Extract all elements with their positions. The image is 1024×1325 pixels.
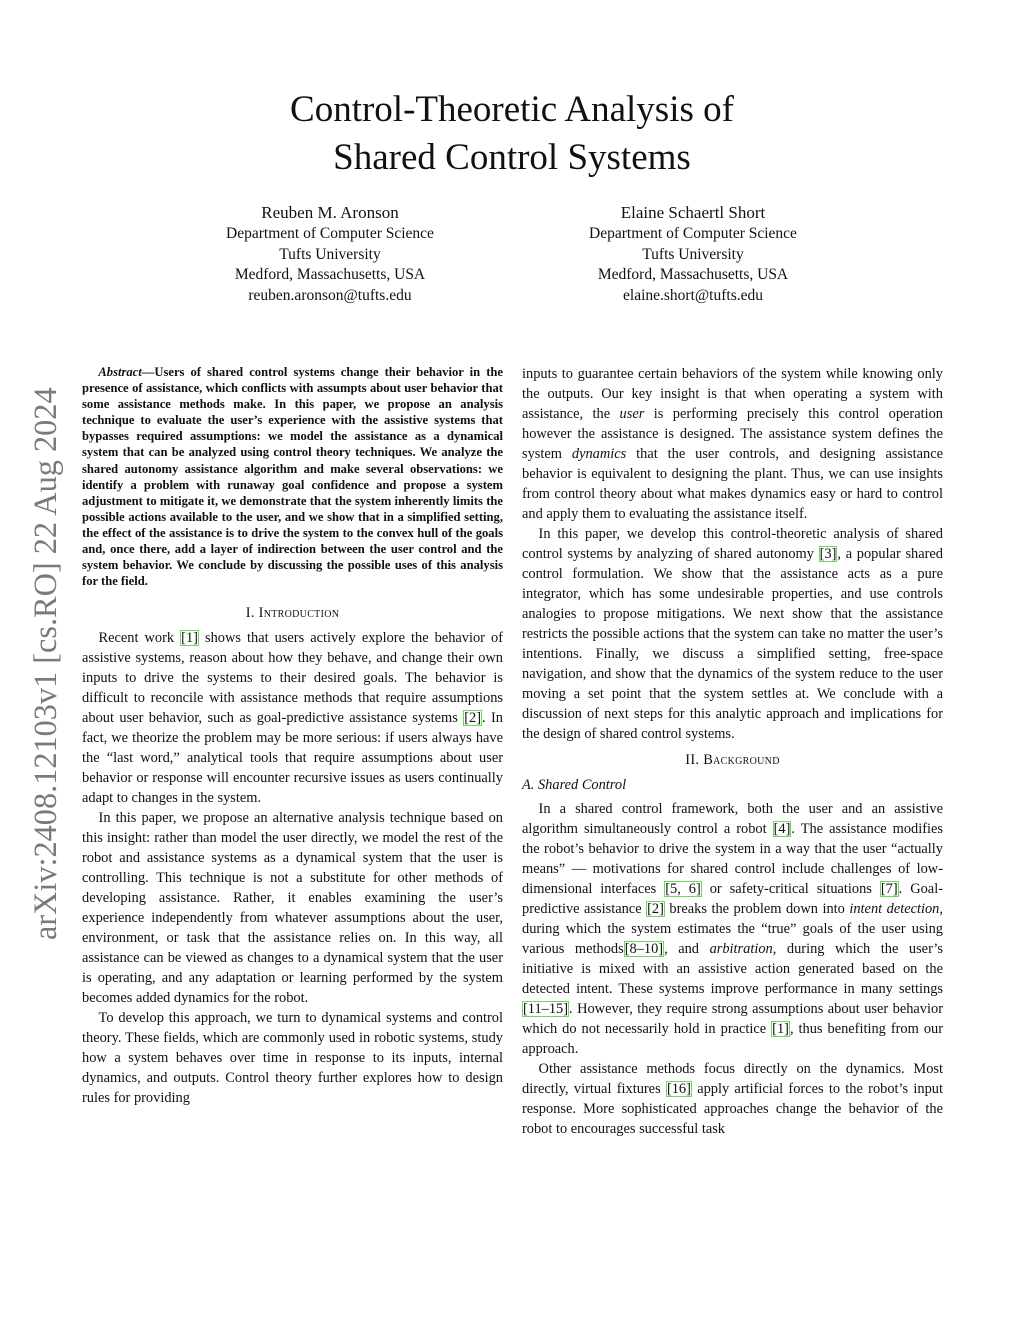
- citation-link[interactable]: [8–10]: [624, 941, 664, 957]
- title-line-2: Shared Control Systems: [333, 137, 691, 178]
- title-line-1: Control-Theoretic Analysis of: [290, 89, 734, 130]
- section-heading-background: II. Background: [685, 752, 780, 768]
- paper-title: [212, 86, 812, 182]
- subsection-heading-shared-control: A. Shared Control: [522, 777, 627, 793]
- abstract-text: —Users of shared control systems change their behavior in the presence of assistance, which conflicts with assumpts about user behavior that some assistance methods make. In this paper, we propose an analysis technique to evaluate the user’s experience with the assistive systems that bypasses required assumptions: we model the assistance as a dynamical system that can be analyzed using control theory techniques. We analyze the shared autonomy assistance algorithm and make several observations: we identify a problem with runaway goal confidence and propose a system adjustment to mitigate it, we demonstrate that the system inherently limits the possible actions available to the user, and we show that in a simplified setting, the effect of the assistance is to drive the system to the convex hull of the goals and, once there, add a layer of indirection between the user control and the system behavior. We conclude by discussing the possible uses of this analysis for the field.: [82, 365, 503, 589]
- emphasis-arbitration: arbitration: [709, 941, 773, 957]
- author-email: elaine.short@tufts.edu: [623, 286, 763, 304]
- background-paragraph-2: Other assistance methods focus directly on the dynamics. Most directly, virtual fixtures [16] apply artificial forces to the robot’s input response. More sophisticated approaches change the behavior of the robot to encourages successful task: [522, 1061, 943, 1137]
- emphasis-user: user: [619, 406, 645, 422]
- emphasis-dynamics: dynamics: [571, 446, 627, 462]
- author-email: reuben.aronson@tufts.edu: [248, 286, 412, 304]
- arxiv-identifier-stamp: arXiv:2408.12103v1 [cs.RO] 22 Aug 2024: [27, 387, 63, 940]
- citation-link[interactable]: [2]: [647, 901, 664, 917]
- intro-paragraph-1: Recent work [1] shows that users actively explore the behavior of assistive systems, reason about how they behave, and change their own inputs to drive the systems to their desired goals. The behavior is difficult to reconcile with assistance methods that require assumptions about user behavior, such as goal-predictive assistance systems [2]. In fact, we theorize the problem may be more serious: if users always have the “last word,” analytical tools that require assumptions about user behavior or response will encounter recursive issues as users continually adapt to changes in the system.: [82, 630, 503, 807]
- left-column: [82, 364, 503, 1108]
- citation-link[interactable]: [2]: [464, 710, 481, 727]
- author-block-2: [543, 202, 843, 306]
- intro-paragraph-5: In this paper, we develop this control-theoretic analysis of shared control systems by analyzing of shared autonomy [3], a popular shared control formulation. We show that the assistance acts as a pure integrator, which has some undesirable properties, and use controls analogies to propose mitigations. We next show that the assistance restricts the possible actions that the system can take no matter the user’s intentions. Finally, we discuss a simplified setting, free-space navigation, and show that the dynamics of the system reduce to the user moving a set point that the system settles at. We conclude with a discussion of next steps for this analytic approach and implications for the design of shared control systems.: [522, 526, 944, 742]
- author-university: Tufts University: [279, 245, 381, 263]
- intro-paragraph-4: inputs to guarantee certain behaviors of the system while knowing only the outputs. Our key insight is that when operating a system with assistance, the user is performing precisely this control operation however the assistance is designed. The assistance system defines the system dynamics that the user controls, and designing assistance behavior is equivalent to designing the plant. Thus, we can use insights from control theory about what makes dynamics easy or hard to control and apply them to evaluating the assistance itself.: [522, 366, 943, 522]
- citation-link[interactable]: [1]: [181, 630, 198, 647]
- citation-link[interactable]: [7]: [880, 881, 898, 897]
- citation-link[interactable]: [16]: [666, 1081, 691, 1097]
- citation-link[interactable]: [4]: [773, 821, 791, 837]
- author-department: Department of Computer Science: [589, 225, 797, 242]
- author-department: Department of Computer Science: [226, 225, 434, 242]
- section-heading-introduction: I. Introduction: [245, 605, 340, 622]
- author-block-1: [180, 202, 480, 306]
- citation-link[interactable]: [1]: [772, 1021, 789, 1037]
- citation-link[interactable]: [5, 6]: [665, 881, 701, 897]
- author-name: Reuben M. Aronson: [261, 203, 399, 222]
- author-university: Tufts University: [642, 245, 744, 263]
- author-name: Elaine Schaertl Short: [620, 203, 766, 222]
- author-location: Medford, Massachusetts, USA: [234, 266, 426, 284]
- intro-paragraph-2: In this paper, we propose an alternative analysis technique based on this insight: rather than model the user directly, we model the rest of the robot and assistance systems as a dynamical system that the user is controlling. This technique is not a substitute for other methods of developing assistance. Rather, it enables examining the user’s experience independently from whatever assumptions about the user, environment, or task that the assistance relies on. In this way, all assistance can be viewed as changes to a dynamical system that the user is operating, and any adaptation or learning performed by the system becomes added dynamics for the robot.: [82, 810, 503, 1007]
- citation-link[interactable]: [3]: [819, 546, 837, 562]
- intro-paragraph-3: To develop this approach, we turn to dynamical systems and control theory. These fields, which are commonly used in robotic systems, study how a system behaves over time in response to its inputs, internal dynamics, and outputs. Control theory further explores how to design rules for providing: [82, 1010, 503, 1107]
- abstract: [82, 364, 503, 589]
- author-location: Medford, Massachusetts, USA: [597, 266, 789, 284]
- citation-link[interactable]: [11–15]: [523, 1001, 569, 1017]
- right-column: [522, 364, 943, 1139]
- abstract-label: Abstract: [98, 365, 142, 379]
- background-paragraph-1: In a shared control framework, both the user and an assistive algorithm simultaneously control a robot [4]. The assistance modifies the robot’s behavior to drive the system in a way that the user “actually means” — motivations for shared control include challenges of low-dimensional interfaces [5, 6] or safety-critical situations [7]. Goal-predictive assistance [2] breaks the problem down into intent detection, during which the system estimates the “true” goals of the user using various methods[8–10], and arbitration, during which the user’s initiative is mixed with an assistive action generated based on the detected intent. These systems improve performance in many settings [11–15]. However, they require strong assumptions about user behavior which do not necessarily hold in practice [1], thus benefiting from our approach.: [522, 801, 943, 1057]
- emphasis-intent-detection: intent detection: [849, 901, 940, 917]
